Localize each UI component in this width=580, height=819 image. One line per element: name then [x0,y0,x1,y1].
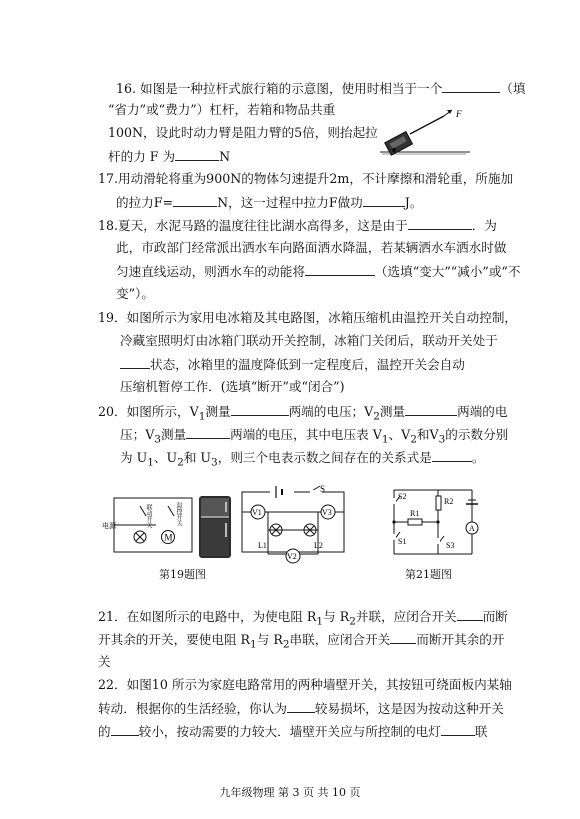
s-label: S [320,484,326,494]
q21-line2 [98,631,504,653]
q19-line1 [98,310,517,326]
q22-blank-2[interactable] [111,723,139,736]
q18-text-3b: （选填“变大”“减小”或“不 [374,264,521,279]
q22-line3 [98,723,487,740]
q20-line2 [120,426,508,448]
q22-line1 [98,677,512,693]
ammeter-label: A [469,524,475,533]
q19-line4 [120,379,345,395]
q22-blank-1[interactable] [287,700,315,713]
q16-text-4b: N [219,149,231,164]
sub: 2 [373,410,380,423]
q20-text-1b: 测量 [205,404,231,419]
s-temp-label: 温控开关 [175,502,181,526]
r1-label: R1 [410,509,420,518]
v3-label: V3 [322,508,332,517]
q22-line2 [98,700,504,717]
q16-blank-1[interactable] [442,80,500,93]
sub: 1 [250,638,257,651]
q20-blank-3[interactable] [186,426,230,439]
q19-blank-1[interactable] [120,356,150,369]
q16-blank-2[interactable] [175,148,219,161]
s2-label: S2 [398,492,407,501]
fig21-circuit [384,482,484,560]
q20-text-2a: 压；V [120,427,155,442]
v2-label: V2 [287,552,297,561]
q17-text-2a: 的拉力F= [116,195,174,210]
q21-text-2b: 与 R [256,632,283,647]
sub: 3 [438,433,446,446]
sub: 1 [381,433,389,446]
q21-text-2a: 开其余的开关，要使电阻 R [98,632,251,647]
q19-text-3a: 状态，冰箱里的温度降低到一定程度后，温控开关会自动 [150,357,465,372]
q20-text-1a: 20．如图所示，V [98,404,199,419]
q22-text-2b: 较易损坏，这是因为按动这种开关 [314,701,504,716]
q20-line1 [98,403,507,425]
s1-label: S1 [398,537,407,546]
q21-blank-2[interactable] [390,631,416,644]
q22-blank-3[interactable] [441,723,475,736]
q22-text-2a: 转动．根据你的生活经验，你认为 [98,701,287,716]
s3-label: S3 [446,541,455,550]
q19-line2 [120,333,498,349]
q18-blank-1[interactable] [408,217,472,230]
q17-line2 [116,194,422,211]
q20-text-2f: 的示数分别 [445,427,509,442]
v1-label: V1 [252,508,262,517]
force-label: F [456,109,462,119]
q20-text-2c: 两端的电压，其中电压表 V [230,427,382,442]
q22-text-3b: 较小，按动需要的力较大．墙壁开关应与所控制的电灯 [138,724,441,739]
q20-text-1e: 两端的电 [457,404,508,419]
page-footer: 九年级物理 第 3 页 共 10 页 [219,786,361,799]
sub: 3 [211,456,218,469]
q21-line1 [98,608,508,630]
motor-label: M [164,532,173,543]
q20-text-3d: ，则三个电表示数之间存在的关系式是 [217,450,432,465]
q20-text-3a: 为 U [120,450,148,465]
fig19-circuit [102,492,198,558]
q20-text-2d: 、V [388,427,411,442]
q18-text-1a: 18.夏天，水泥马路的温度往往比湖水高得多，这是由于 [98,218,408,233]
q22-text-3c: 联 [474,724,488,739]
q21-text-2d: 而断开其余的开 [416,632,505,647]
q17-blank-2[interactable] [363,194,405,207]
q20-text-2b: 测量 [160,427,187,442]
q17-text-1: 17.用动滑轮将重为900N的物体匀速提升2m，不计摩擦和滑轮重，所施加 [98,171,514,186]
q16-text-1b: （填 [500,81,526,96]
q21-text-1a: 21．在如图所示的电路中，为使电阻 R [98,609,317,624]
q17-line1 [98,171,513,187]
q19-line3 [120,356,465,373]
q18-line2 [116,240,506,256]
q16-text-2: “省力”或“费力”）杠杆，若箱和物品共重 [108,102,336,117]
q18-blank-2[interactable] [305,263,375,276]
sub: 2 [282,638,290,651]
q18-text-3a: 匀速直线运动，则洒水车的动能将 [116,264,305,279]
q16-line3 [108,125,378,141]
q21-text-2c: 串联，应闭合开关 [289,632,391,647]
q22-text-1: 22．如图10 所示为家庭电路常用的两种墙壁开关，其按钮可绕面板内某轴 [98,677,512,692]
sub: 2 [177,456,184,469]
l2-label: L2 [314,541,323,550]
luggage-figure [380,108,472,156]
l1-label: L1 [258,541,267,550]
q22-text-3a: 的 [98,724,111,739]
q20-text-1c: 两端的电压；V [288,404,374,419]
q18-text-2: 此，市政部门经常派出洒水车向路面洒水降温，若某辆洒水车洒水时做 [116,240,507,255]
q20-blank-1[interactable] [231,403,289,416]
q21-text-1b: 与 R [323,609,350,624]
q17-text-2b: N，这一过程中拉力F做功 [217,195,363,210]
fridge-photo [198,494,232,560]
q20-line3 [120,449,484,471]
q20-text-3b: 、U [153,450,178,465]
fig20-circuit [240,482,346,568]
q16-text-1a: 16. 如图是一种拉杆式旅行箱的示意图，使用时相当于一个 [116,81,443,96]
q19-text-2: 冷藏室照明灯由冰箱门联动开关控制，冰箱门关闭后，联动开关处于 [120,333,498,348]
q17-text-2c: J。 [404,195,423,210]
q19-text-1: 19．如图所示为家用电冰箱及其电路图，冰箱压缩机由温控开关自动控制， [98,310,518,325]
q16-text-4a: 杆的力 F 为 [108,149,176,164]
q21-text-1c: 并联，应闭合开关 [355,609,457,624]
q16-text-3: 100N，设此时动力臂是阻力臂的5倍，则抬起拉 [108,125,378,140]
q19-text-4: 压缩机暂停工作．(选填“断开”或“闭合”) [120,379,345,394]
sub: 2 [349,615,356,628]
sub: 1 [147,456,154,469]
sub: 2 [410,433,417,446]
q16-line2 [108,102,335,118]
sub: 1 [198,410,206,423]
q21-line3 [98,654,111,670]
q20-text-1d: 测量 [379,404,406,419]
q20-blank-4[interactable] [432,449,472,462]
q20-text-3c: 和 U [183,450,212,465]
q18-line3 [116,263,520,280]
fig19-caption: 第19题图 [159,568,206,581]
q18-text-1b: ．为 [471,218,497,233]
q18-line4 [116,286,154,302]
q16-line1 [116,80,525,97]
q18-line1 [98,217,497,234]
sub: 3 [154,433,161,446]
q16-line4 [108,148,230,165]
s-link-label: 联动开关 [145,504,151,528]
fig21-caption: 第21题图 [405,568,452,581]
q21-blank-1[interactable] [457,608,483,621]
sub: 1 [316,615,324,628]
q18-text-4: 变”）。 [116,286,154,301]
q20-text-3e: 。 [471,450,485,465]
q20-blank-2[interactable] [405,403,457,416]
source-label: 电源 [102,522,116,530]
q17-blank-1[interactable] [173,194,217,207]
q21-text-1d: 而断 [482,609,508,624]
q21-text-3: 关 [98,654,111,669]
r2-label: R2 [444,497,454,506]
q20-text-2e: 和V [416,427,439,442]
